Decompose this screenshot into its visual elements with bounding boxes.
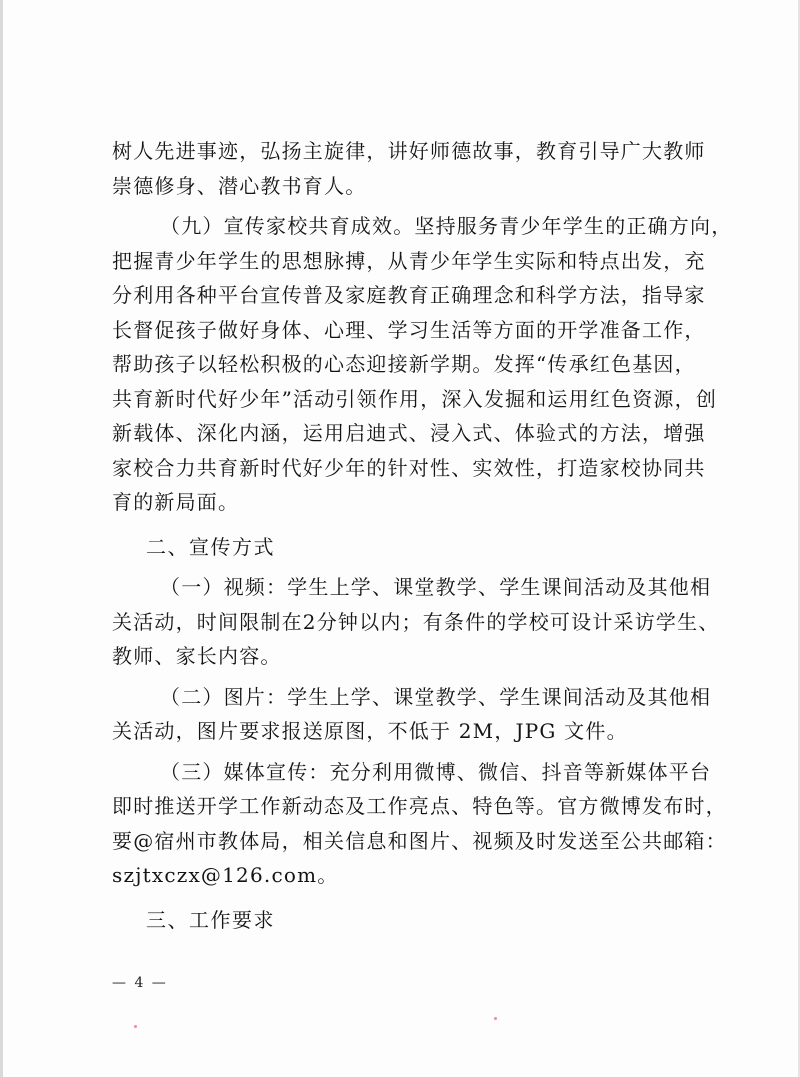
- text-line: 育的新局面。: [112, 490, 240, 514]
- page-number: — 4 —: [112, 975, 168, 991]
- text-line: 要@宿州市教体局，相关信息和图片、视频及时发送至公共邮箱：: [112, 828, 727, 853]
- document-body: [112, 134, 733, 937]
- text-line: （一）视频：学生上学、课堂教学、学生课间活动及其他相: [160, 575, 712, 599]
- section-heading-publicity-methods: 二、宣传方式: [146, 534, 275, 559]
- text-line: 长督促孩子做好身体、心理、学习生活等方面的开学准备工作，: [112, 317, 706, 342]
- paragraph-media: [112, 755, 727, 893]
- section-heading-work-requirements: 三、工作要求: [146, 907, 275, 932]
- scan-speck: [494, 1017, 497, 1020]
- paragraph-home-school: [112, 209, 733, 520]
- text-line: （三）媒体宣传：充分利用微博、微信、抖音等新媒体平台: [160, 759, 712, 784]
- text-line: （九）宣传家校共育成效。坚持服务青少年学生的正确方向，: [160, 214, 733, 238]
- paragraph-pictures: [112, 680, 712, 749]
- text-line: 崇德修身、潜心教书育人。: [112, 173, 367, 198]
- text-line: 关活动，时间限制在2分钟以内；有条件的学校可设计采访学生、: [112, 609, 720, 634]
- scan-speck: [134, 1025, 137, 1028]
- text-line: 家校合力共育新时代好少年的针对性、实效性，打造家校协同共: [112, 455, 706, 480]
- paragraph-teacher-ethics: [112, 134, 706, 203]
- text-line: 把握青少年学生的思想脉搏，从青少年学生实际和特点出发，充: [112, 248, 706, 273]
- text-line: 教师、家长内容。: [112, 644, 282, 668]
- text-line: 帮助孩子以轻松积极的心态迎接新学期。发挥“传承红色基因，: [112, 352, 696, 376]
- text-line: 分利用各种平台宣传普及家庭教育正确理念和科学方法，指导家: [112, 283, 706, 307]
- paragraph-video: [112, 570, 720, 674]
- email-address: szjtxczx@126.com。: [112, 863, 339, 887]
- text-line: 树人先进事迹，弘扬主旋律，讲好师德故事，教育引导广大教师: [112, 139, 706, 163]
- text-line: 新载体、深化内涵，运用启迪式、浸入式、体验式的方法，增强: [112, 421, 706, 445]
- text-line: 即时推送开学工作新动态及工作亮点、特色等。官方微博发布时，: [112, 794, 727, 818]
- page-edge-left: [0, 0, 3, 1077]
- text-line: 关活动，图片要求报送原图，不低于 2M，JPG 文件。: [112, 719, 628, 743]
- text-line: （二）图片：学生上学、课堂教学、学生课间活动及其他相: [160, 684, 712, 709]
- text-line: 共育新时代好少年”活动引领作用，深入发掘和运用红色资源，创: [112, 386, 718, 411]
